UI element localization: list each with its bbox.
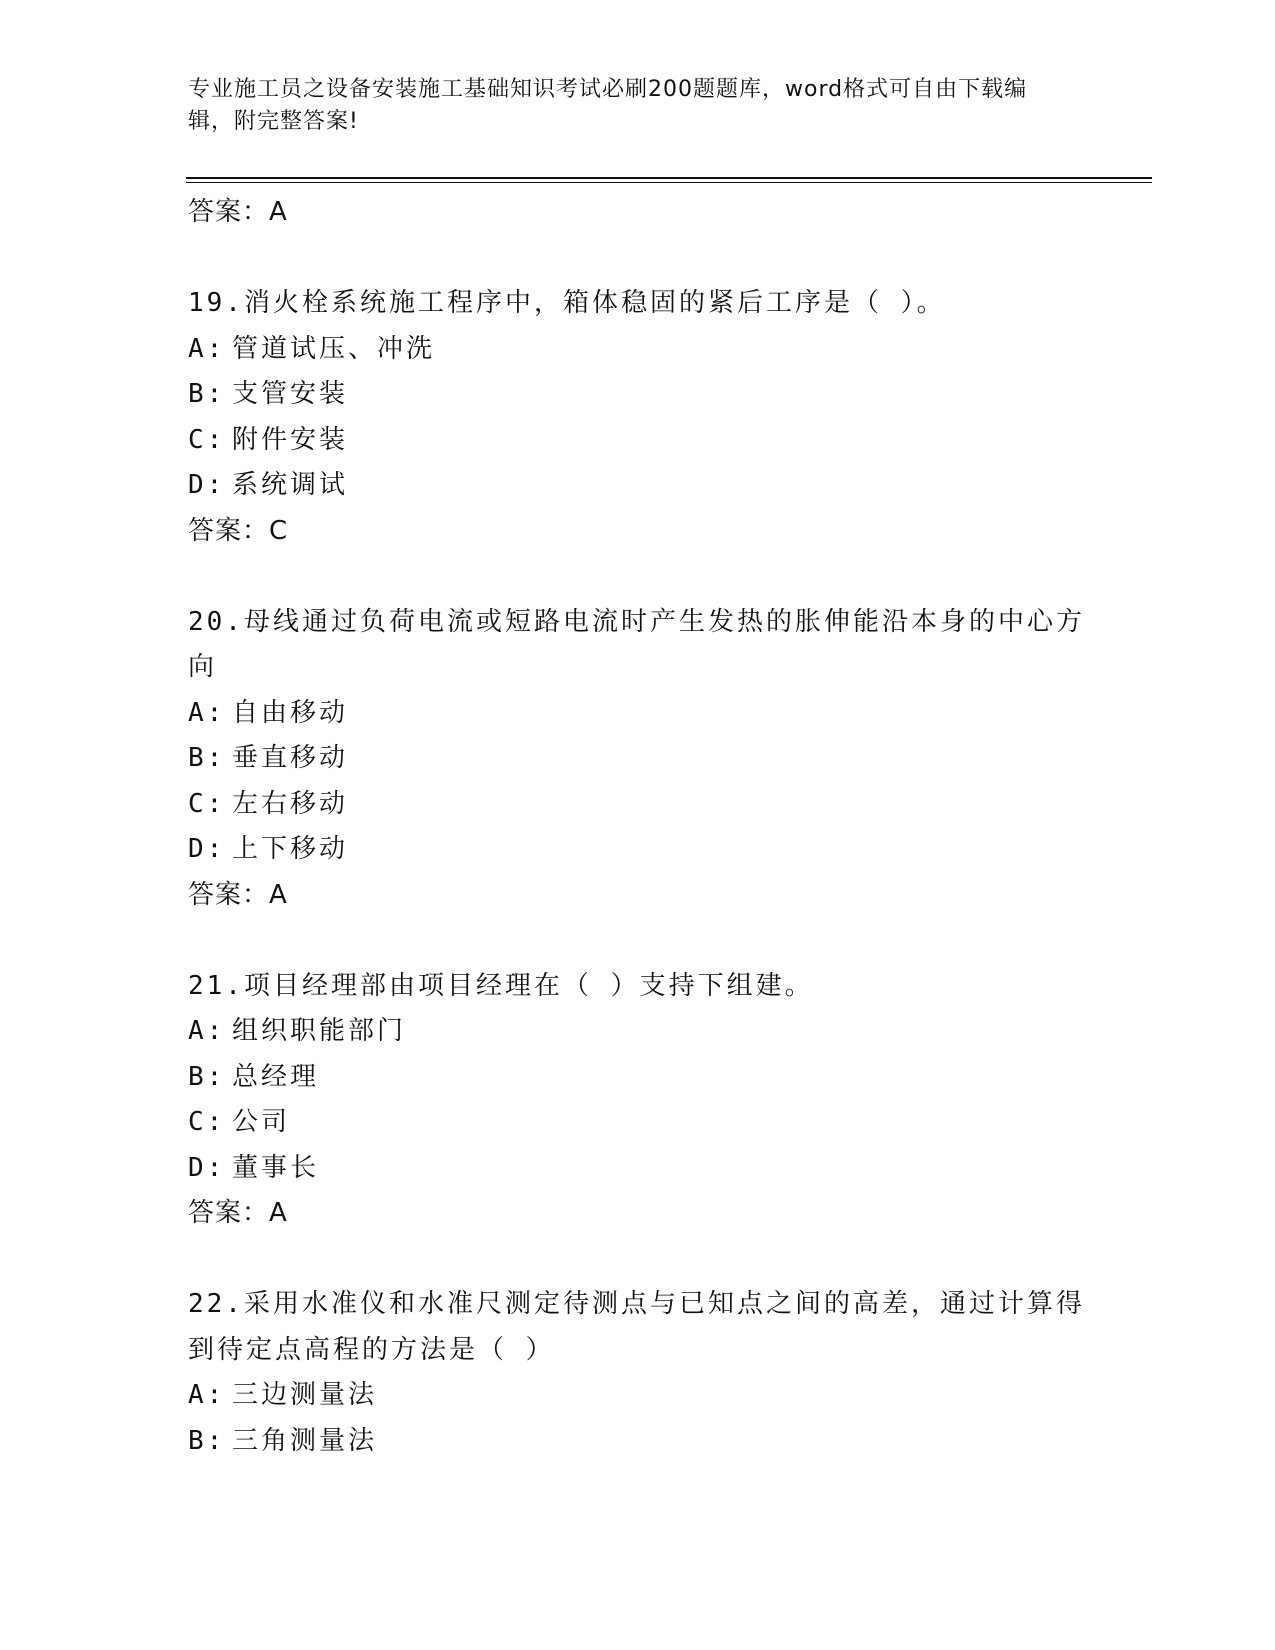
option-key: D: [188,1152,226,1183]
header-rule-thick [186,177,1152,179]
option-b [188,372,1088,418]
answer-line: 答案：A [188,879,288,910]
option-b [188,1055,1088,1101]
option-key: B: [188,379,226,409]
option-key: A: [188,333,226,364]
option-d [188,463,1088,509]
question-block [188,964,1088,1237]
option-key: B: [188,1425,226,1456]
question-text: 21.项目经理部由项目经理在（ ）支持下组建。 [188,970,814,1001]
document-header: 专业施工员之设备安装施工基础知识考试必刷200题题库，word格式可自由下载编辑，附完整答案! [188,77,1028,134]
option-b [188,736,1088,782]
option-key: B: [188,743,226,773]
option-a [188,327,1088,373]
option-text: 管道试压、冲洗 [232,333,436,364]
option-key: A: [188,1016,226,1046]
option-b [188,1419,1088,1465]
option-d [188,827,1088,873]
option-c [188,782,1088,828]
question-block [188,281,1088,554]
option-a [188,691,1088,737]
option-text: 左右移动 [232,788,349,819]
option-d [188,1146,1088,1192]
option-text: 总经理 [232,1061,320,1092]
spacer [188,918,1088,964]
question-list [188,190,1088,1464]
question-text-continued: 向 [188,652,218,682]
option-a [188,1373,1088,1419]
option-key: A: [188,697,226,728]
answer-line: 答案：C [188,515,289,546]
option-key: C: [188,424,226,455]
option-text: 自由移动 [232,697,349,728]
question-block [188,1282,1088,1464]
header-rule-thin [186,182,1152,183]
question-text: 22.采用水准仪和水准尺测定待测点与已知点之间的高差，通过计算得 [188,1289,1085,1319]
question-text: 19.消火栓系统施工程序中，箱体稳固的紧后工序是（ ）。 [188,288,946,318]
answer-line: 答案：A [188,1198,288,1228]
previous-answer: 答案：A [188,197,288,227]
option-text: 三角测量法 [232,1425,378,1456]
option-key: A: [188,1380,226,1410]
option-key: B: [188,1061,226,1092]
option-a [188,1009,1088,1055]
option-text: 组织职能部门 [232,1016,407,1046]
option-c [188,1100,1088,1146]
option-text: 附件安装 [232,424,349,455]
spacer [188,554,1088,600]
option-key: C: [188,788,226,819]
option-key: D: [188,834,226,864]
option-text: 系统调试 [232,470,349,500]
question-text-continued: 到待定点高程的方法是（ ） [188,1334,555,1365]
option-text: 支管安装 [232,379,349,409]
option-text: 垂直移动 [232,743,349,773]
option-key: D: [188,470,226,500]
question-text: 20.母线通过负荷电流或短路电流时产生发热的胀伸能沿本身的中心方 [188,606,1085,637]
option-text: 三边测量法 [232,1380,378,1410]
option-text: 董事长 [232,1152,320,1183]
option-key: C: [188,1107,226,1137]
option-text: 公司 [232,1107,291,1137]
option-text: 上下移动 [232,834,349,864]
question-block [188,600,1088,919]
spacer [188,236,1088,282]
spacer [188,1237,1088,1283]
option-c [188,418,1088,464]
